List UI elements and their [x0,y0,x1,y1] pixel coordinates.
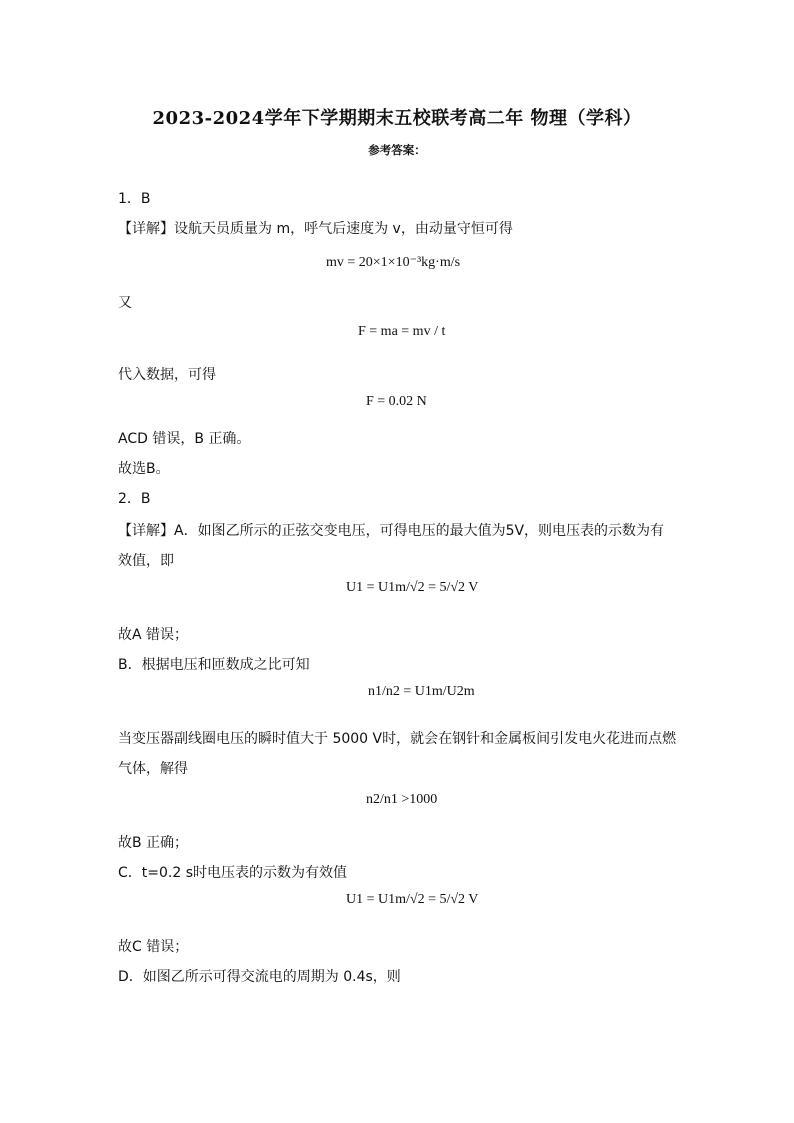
q2-c-intro: C．t=0.2 s时电压表的示数为有效值 [118,865,348,881]
q1-substitute: 代入数据，可得 [118,367,216,383]
q1-detail: 【详解】设航天员质量为 m，呼气后速度为 v，由动量守恒可得 [118,221,513,237]
page-subtitle: 参考答案： [368,143,426,157]
q1-number: 1．B [118,191,151,207]
q2-a-result: 故A 错误； [118,627,189,643]
q2-detail-a-line2: 效值，即 [118,553,174,569]
q2-d-intro: D．如图乙所示可得交流电的周期为 0.4s，则 [118,969,401,985]
q2-equation-a: U1 = U1m/√2 = 5/√2 V [346,580,479,595]
q2-c-result: 故C 错误； [118,939,189,955]
q1-equation-result: F = 0.02 N [366,394,427,409]
q2-b-text-line1: 当变压器副线圈电压的瞬时值大于 5000 V时，就会在钢针和金属板间引发电火花进而点燃 [118,731,677,747]
q2-detail-a-line1: 【详解】A．如图乙所示的正弦交变电压，可得电压的最大值为5V，则电压表的示数为有 [118,523,665,539]
q2-b-result: 故B 正确； [118,835,189,851]
q1-conclusion: ACD 错误，B 正确。 [118,431,251,447]
q2-b-text-line2: 气体，解得 [118,761,188,777]
page-title: 2023-2024学年下学期期末五校联考高二年 物理（学科） [152,108,642,129]
q2-b-intro: B．根据电压和匝数成之比可知 [118,657,310,673]
q2-equation-c: U1 = U1m/√2 = 5/√2 V [346,892,479,907]
q1-equation-force: F = ma = mv / t [358,324,446,339]
q1-equation-momentum: mv = 20×1×10⁻³kg·m/s [326,255,461,270]
q2-number: 2．B [118,491,151,507]
q1-again: 又 [118,295,132,311]
q2-equation-b2: n2/n1 >1000 [366,792,438,807]
q1-choose: 故选B。 [118,461,170,477]
q2-equation-b1: n1/n2 = U1m/U2m [368,684,475,699]
